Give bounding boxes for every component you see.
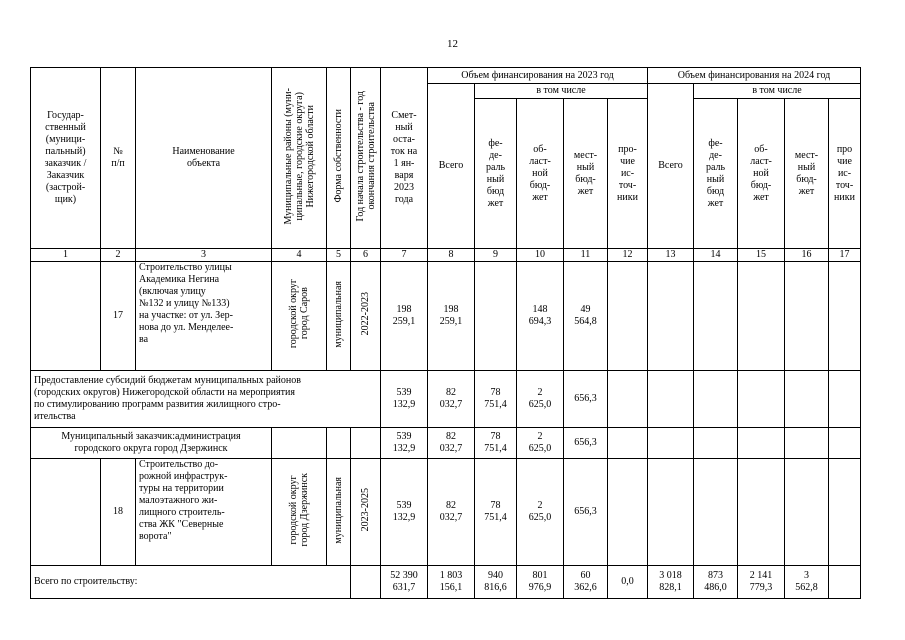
header-districts-text: Муниципальные районы (муни- ципальные, городские округа) Нижегородской области (282, 87, 316, 225)
page-number: 12 (447, 38, 458, 50)
col-number: 7 (381, 249, 428, 262)
cell-empty (829, 428, 861, 459)
cell-empty (694, 428, 738, 459)
row-17-local-2023: 49 564,8 (564, 262, 608, 371)
cell-empty (608, 371, 648, 428)
customer-local-2023: 656,3 (564, 428, 608, 459)
header-local-2024: мест- ный бюд- жет (785, 99, 829, 249)
row-18-estimate: 539 132,9 (381, 459, 428, 566)
row-18-regional-2023: 2 625,0 (517, 459, 564, 566)
header-years-text: Год начала строительства - год окончания строительства (354, 90, 377, 222)
table-row-17 (31, 262, 861, 371)
col-number: 4 (272, 249, 327, 262)
cell-customer (31, 262, 101, 371)
header-total-2024: Всего (648, 84, 694, 249)
row-17-ownership-text: муниципальная (333, 280, 344, 348)
row-18-local-2023: 656,3 (564, 459, 608, 566)
totals-regional-2024: 2 141 779,3 (738, 566, 785, 599)
totals-estimate: 52 390 631,7 (381, 566, 428, 599)
col-number: 2 (101, 249, 136, 262)
cell-empty (785, 428, 829, 459)
row-17-num: 17 (101, 262, 136, 371)
row-17-ownership (327, 262, 351, 371)
table-row-customer (31, 428, 861, 459)
header-regional-2024: об- ласт- ной бюд- жет (738, 99, 785, 249)
header-incl-2024: в том числе (694, 84, 861, 99)
col-number: 6 (351, 249, 381, 262)
totals-local-2023: 60 362,6 (564, 566, 608, 599)
cell-empty (608, 262, 648, 371)
row-18-district-text: городской округ город Дзержинск (288, 473, 310, 547)
header-districts (272, 68, 327, 249)
row-17-district (272, 262, 327, 371)
header-other-2024: про чие ис- точ- ники (829, 99, 861, 249)
subsidy-local-2023: 656,3 (564, 371, 608, 428)
totals-total-2024: 3 018 828,1 (648, 566, 694, 599)
col-number: 14 (694, 249, 738, 262)
row-18-ownership (327, 459, 351, 566)
cell-empty (272, 428, 327, 459)
cell-empty (608, 428, 648, 459)
row-17-estimate: 198 259,1 (381, 262, 428, 371)
totals-total-2023: 1 803 156,1 (428, 566, 475, 599)
row-17-years (351, 262, 381, 371)
col-number: 1 (31, 249, 101, 262)
row-17-federal-2023 (475, 262, 517, 371)
customer-total-2023: 82 032,7 (428, 428, 475, 459)
table-row-18 (31, 459, 861, 566)
table-row-totals (31, 566, 861, 599)
cell-customer (31, 459, 101, 566)
subsidy-regional-2023: 2 625,0 (517, 371, 564, 428)
customer-estimate: 539 132,9 (381, 428, 428, 459)
subsidy-label: Предоставление субсидий бюджетам муниципальных районов (городских округов) Нижегородской области на мероприятия по стимулированию программ развития жилищного стро- ительства (31, 371, 381, 428)
row-18-district (272, 459, 327, 566)
totals-federal-2023: 940 816,6 (475, 566, 517, 599)
row-18-num: 18 (101, 459, 136, 566)
row-17-regional-2023: 148 694,3 (517, 262, 564, 371)
header-num: № п/п (101, 68, 136, 249)
row-18-federal-2023: 78 751,4 (475, 459, 517, 566)
header-total-2023: Всего (428, 84, 475, 249)
cell-empty (694, 262, 738, 371)
row-17-total-2023: 198 259,1 (428, 262, 475, 371)
cell-empty (785, 371, 829, 428)
subsidy-estimate: 539 132,9 (381, 371, 428, 428)
table-row-subsidy (31, 371, 861, 428)
cell-empty (648, 371, 694, 428)
col-number: 10 (517, 249, 564, 262)
subsidy-federal-2023: 78 751,4 (475, 371, 517, 428)
cell-empty (648, 459, 694, 566)
header-regional-2023: об- ласт- ной бюд- жет (517, 99, 564, 249)
col-number: 8 (428, 249, 475, 262)
header-ownership (327, 68, 351, 249)
cell-empty (829, 459, 861, 566)
cell-empty (608, 459, 648, 566)
cell-empty (738, 428, 785, 459)
header-years (351, 68, 381, 249)
cell-empty (829, 262, 861, 371)
header-federal-2024: фе- де- раль ный бюд жет (694, 99, 738, 249)
cell-empty (648, 428, 694, 459)
cell-empty (829, 371, 861, 428)
cell-empty (785, 459, 829, 566)
cell-empty (694, 371, 738, 428)
totals-local-2024: 3 562,8 (785, 566, 829, 599)
financing-table (30, 67, 861, 599)
cell-empty (738, 459, 785, 566)
row-18-total-2023: 82 032,7 (428, 459, 475, 566)
header-ownership-text: Форма собственности (333, 109, 344, 203)
header-federal-2023: фе- де- раль ный бюд жет (475, 99, 517, 249)
col-number: 9 (475, 249, 517, 262)
customer-label: Муниципальный заказчик:администрация городского округа город Дзержинск (31, 428, 272, 459)
header-object-name: Наименование объекта (136, 68, 272, 249)
customer-federal-2023: 78 751,4 (475, 428, 517, 459)
row-18-ownership-text: муниципальная (333, 476, 344, 544)
customer-regional-2023: 2 625,0 (517, 428, 564, 459)
cell-empty (648, 262, 694, 371)
col-number: 5 (327, 249, 351, 262)
totals-other-2023: 0,0 (608, 566, 648, 599)
cell-empty (694, 459, 738, 566)
cell-empty (829, 566, 861, 599)
cell-empty (738, 262, 785, 371)
row-17-district-text: городской округ город Саров (288, 279, 310, 349)
subsidy-total-2023: 82 032,7 (428, 371, 475, 428)
totals-label: Всего по строительству: (31, 566, 351, 599)
totals-federal-2024: 873 486,0 (694, 566, 738, 599)
row-18-years (351, 459, 381, 566)
cell-empty (351, 428, 381, 459)
col-number: 3 (136, 249, 272, 262)
row-18-name: Строительство до- рожной инфраструк- туры на территории малоэтажного жи- лищного строитель- ства ЖК "Северные ворота" (136, 459, 272, 566)
header-local-2023: мест- ный бюд- жет (564, 99, 608, 249)
col-number: 11 (564, 249, 608, 262)
cell-empty (738, 371, 785, 428)
header-incl-2023: в том числе (475, 84, 648, 99)
cell-empty (785, 262, 829, 371)
header-customer: Государ- ственный (муници- пальный) заказчик / Заказчик (застрой- щик) (31, 68, 101, 249)
cell-empty (351, 566, 381, 599)
column-numbers-row (31, 249, 861, 262)
row-18-years-text: 2023-2025 (360, 488, 371, 532)
col-number: 15 (738, 249, 785, 262)
totals-regional-2023: 801 976,9 (517, 566, 564, 599)
col-number: 13 (648, 249, 694, 262)
row-17-years-text: 2022-2023 (360, 292, 371, 336)
header-fin-2024: Объем финансирования на 2024 год (648, 68, 861, 84)
col-number: 12 (608, 249, 648, 262)
row-17-name: Строительство улицы Академика Негина (включая улицу №132 и улицу №133) на участке: от ул. Зер- нова до ул. Менделее- ва (136, 262, 272, 371)
header-estimate: Смет- ный оста- ток на 1 ян- варя 2023 года (381, 68, 428, 249)
col-number: 16 (785, 249, 829, 262)
header-fin-2023: Объем финансирования на 2023 год (428, 68, 648, 84)
cell-empty (327, 428, 351, 459)
header-other-2023: про- чие ис- точ- ники (608, 99, 648, 249)
col-number: 17 (829, 249, 861, 262)
